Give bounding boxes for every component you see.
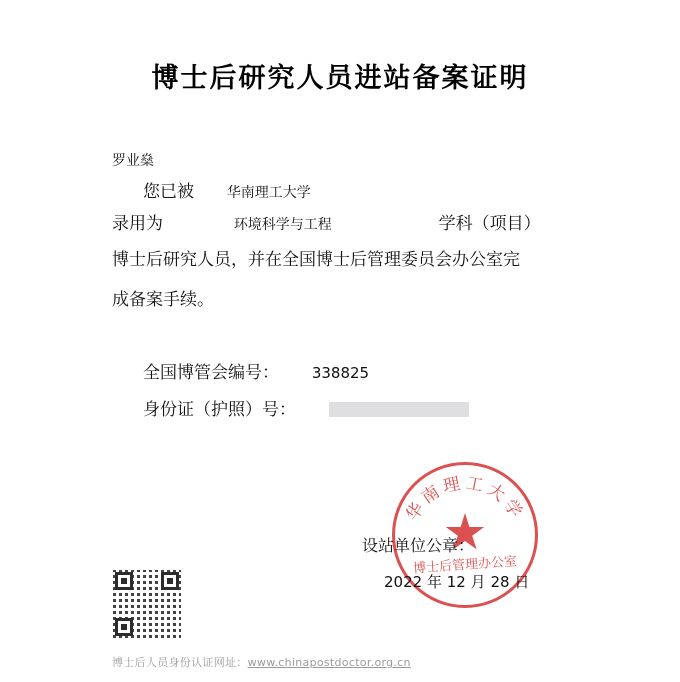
date-month-unit: 月 <box>470 573 486 591</box>
seal-arc-text: 华南理工大学 <box>402 473 528 525</box>
line2-suffix: 学科（项目） <box>438 214 541 234</box>
date-month: 12 <box>446 573 466 591</box>
body-line-2 <box>112 216 541 234</box>
footer <box>112 654 411 670</box>
signature-label: 设站单位公章： <box>362 536 475 555</box>
body-line-3: 博士后研究人员，并在全国博士后管理委员会办公室完 <box>112 250 520 270</box>
footer-url[interactable]: www.chinapostdoctor.org.cn <box>247 656 411 669</box>
page-title: 博士后研究人员进站备案证明 <box>151 63 529 94</box>
discipline-value: 环境科学与工程 <box>233 217 332 233</box>
date-line <box>384 571 529 592</box>
qr-code <box>113 570 181 638</box>
date-day: 28 <box>490 573 510 591</box>
date-year: 2022 <box>384 573 423 591</box>
redacted-value <box>329 402 469 417</box>
qr-eye-top-left <box>115 572 133 590</box>
date-year-unit: 年 <box>426 573 442 591</box>
qr-eye-bottom-left <box>115 618 133 636</box>
field-label: 身份证（护照）号： <box>143 400 296 420</box>
seal-bottom-text: 博士后管理办公室 <box>412 554 518 577</box>
line2-prefix: 录用为 <box>112 214 163 234</box>
body-line-4: 成备案手续。 <box>112 290 214 310</box>
footer-text: 博士后人员身份认证网址： <box>112 656 248 669</box>
field-id-number <box>143 395 469 420</box>
institution-value: 华南理工大学 <box>226 185 311 201</box>
field-registration-number <box>143 358 369 383</box>
body-line-1 <box>143 184 311 202</box>
qr-eye-top-right <box>161 572 179 590</box>
field-label: 全国博管会编号： <box>143 363 279 383</box>
field-value: 338825 <box>311 364 370 382</box>
recipient-name: 罗业燊 <box>112 153 154 169</box>
date-day-unit: 日 <box>514 573 530 591</box>
line1-prefix: 您已被 <box>143 182 194 202</box>
